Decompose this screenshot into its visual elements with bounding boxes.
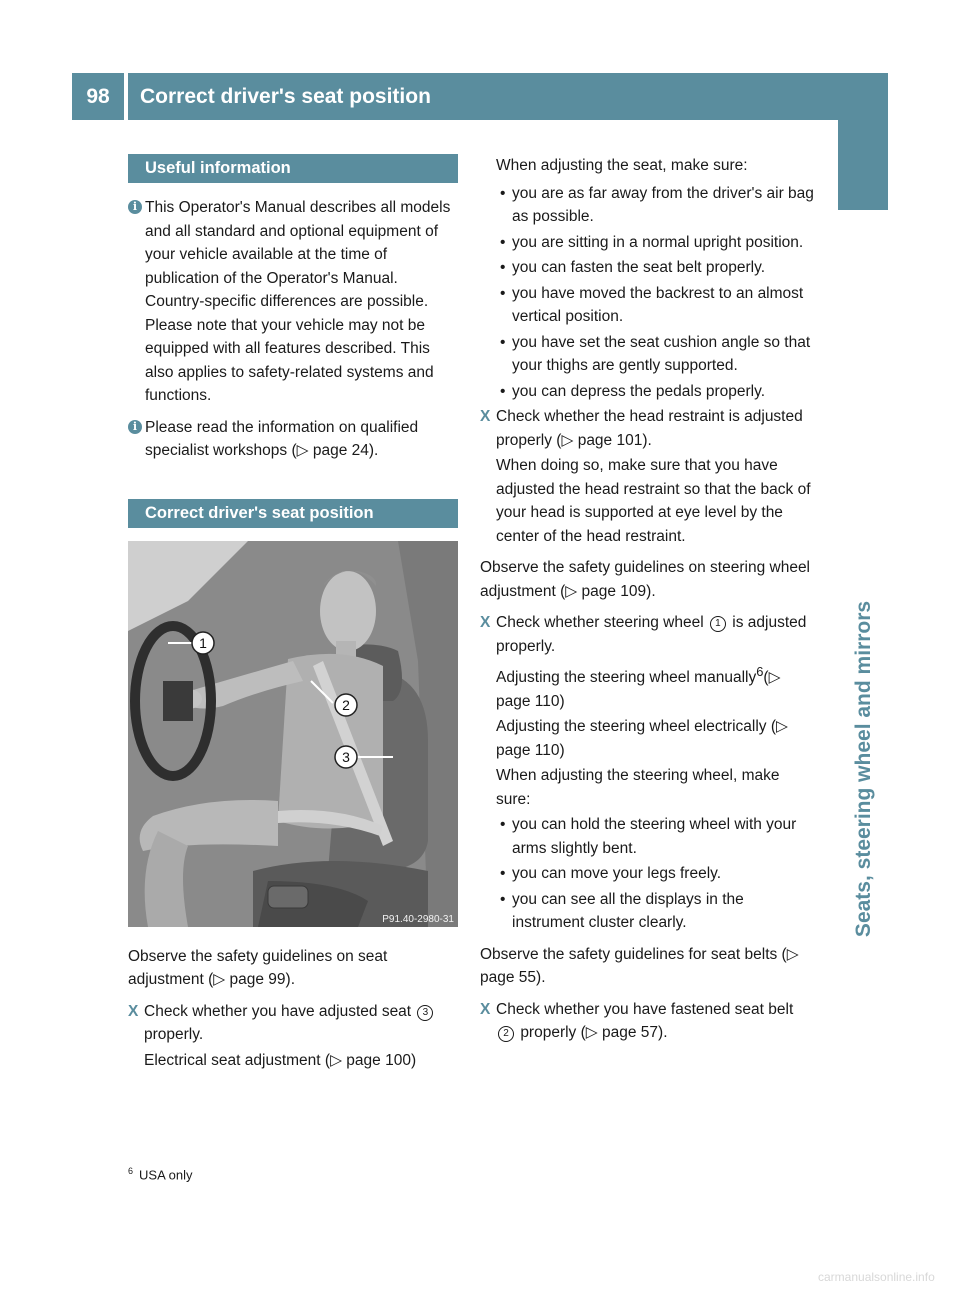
chapter-label: Seats, steering wheel and mirrors	[852, 600, 875, 938]
step-arrow-icon: X	[480, 1000, 491, 1018]
seat-position-heading: Correct driver's seat position	[128, 499, 458, 528]
footnote-number: 6	[128, 1166, 134, 1176]
list-item: • you are as far away from the driver's air bag as possible.	[480, 182, 815, 229]
callout-1: 1	[199, 634, 207, 651]
list-item: • you can depress the pedals properly.	[480, 380, 815, 404]
step-seat-text: Check whether you have adjusted seat	[144, 1002, 412, 1020]
manual-adjust-ref[interactable]	[480, 660, 815, 713]
info-note-2-text: Please read the information on qualified specialist workshops (▷ page 24).	[145, 418, 419, 459]
list-item: • you can fasten the seat belt properly.	[480, 256, 815, 280]
belt-guidelines-text: Observe the safety guidelines for seat belts (▷ page 55).	[480, 945, 799, 987]
info-note-1	[128, 196, 458, 408]
page-number: 98	[72, 73, 124, 120]
chapter-tab	[838, 120, 888, 210]
callout-3: 3	[342, 748, 350, 765]
step-wheel-end: is adjusted properly.	[496, 614, 807, 655]
left-column	[128, 154, 458, 1074]
seat-check-intro: When adjusting the seat, make sure:	[496, 157, 748, 174]
callout-ref-2: 2	[498, 1026, 514, 1042]
info-note-2	[128, 416, 458, 463]
step-seat-end: properly.	[144, 1026, 204, 1043]
step-arrow-icon: X	[480, 408, 491, 425]
electrical-seat-ref[interactable]: Electrical seat adjustment (▷ page 100)	[144, 1051, 417, 1069]
list-item: • you have moved the backrest to an almost vertical position.	[480, 282, 815, 329]
figure-code: P91.40-2980-31	[382, 913, 454, 925]
head-restraint-detail: When doing so, make sure that you have adjusted the head restraint so that the back of your head is supported at eye level by the center of the head restraint.	[496, 457, 811, 545]
watermark: carmanualsonline.info	[818, 1270, 935, 1284]
driver-illustration	[128, 541, 458, 927]
useful-info-heading: Useful information	[128, 154, 458, 183]
step-seat-belt	[480, 998, 815, 1045]
manual-adjust-page: (▷ page 110)	[496, 669, 781, 710]
list-item: • you have set the seat cushion angle so that your thighs are gently supported.	[480, 331, 815, 378]
seat-guidelines-text: Observe the safety guidelines on seat adjustment (▷ page 99).	[128, 947, 388, 988]
manual-adjust-text: Adjusting the steering wheel manually	[496, 669, 757, 687]
step-arrow-icon: X	[128, 1002, 139, 1020]
list-item: • you can hold the steering wheel with your arms slightly bent.	[480, 813, 815, 860]
info-icon: i	[128, 420, 142, 434]
list-item: • you are sitting in a normal upright position.	[480, 231, 815, 255]
step-head-restraint	[480, 405, 815, 452]
footnote	[128, 1166, 193, 1182]
page-title: Correct driver's seat position	[128, 73, 888, 120]
electric-adjust-ref[interactable]: Adjusting the steering wheel electrically (▷ page 110)	[496, 718, 788, 759]
step-belt-text: Check whether you have fastened seat belt	[496, 1000, 794, 1018]
step-wheel-text: Check whether steering wheel	[496, 614, 704, 631]
chapter-label-wrap	[840, 600, 888, 938]
footnote-text: USA only	[139, 1167, 193, 1183]
callout-ref-1: 1	[710, 616, 726, 632]
info-note-1-text: This Operator's Manual describes all models and all standard and optional equipment of your vehicle available at the time of publication of the Operator's Manual. Country-specific differences are possible. Please note that your vehicle may not be equipped with all features described. This also applies to safety-related systems and functions.	[145, 199, 451, 404]
footnote-ref: 6	[756, 664, 764, 679]
seat-position-figure	[128, 541, 458, 927]
wheel-check-intro: When adjusting the steering wheel, make sure:	[496, 767, 780, 808]
info-icon: i	[128, 200, 142, 214]
step-seat	[128, 1000, 458, 1047]
right-column	[480, 154, 815, 1047]
step-head-restraint-text: Check whether the head restraint is adjusted properly (▷ page 101).	[496, 408, 803, 449]
step-steering-wheel	[480, 611, 815, 658]
list-item: • you can move your legs freely.	[480, 862, 815, 886]
step-arrow-icon: X	[480, 614, 491, 631]
step-belt-end: properly (▷ page 57).	[520, 1024, 668, 1042]
callout-ref-3: 3	[417, 1005, 433, 1021]
list-item: • you can see all the displays in the instrument cluster clearly.	[480, 888, 815, 935]
steering-guidelines-text: Observe the safety guidelines on steering wheel adjustment (▷ page 109).	[480, 559, 811, 600]
callout-2: 2	[342, 696, 350, 713]
